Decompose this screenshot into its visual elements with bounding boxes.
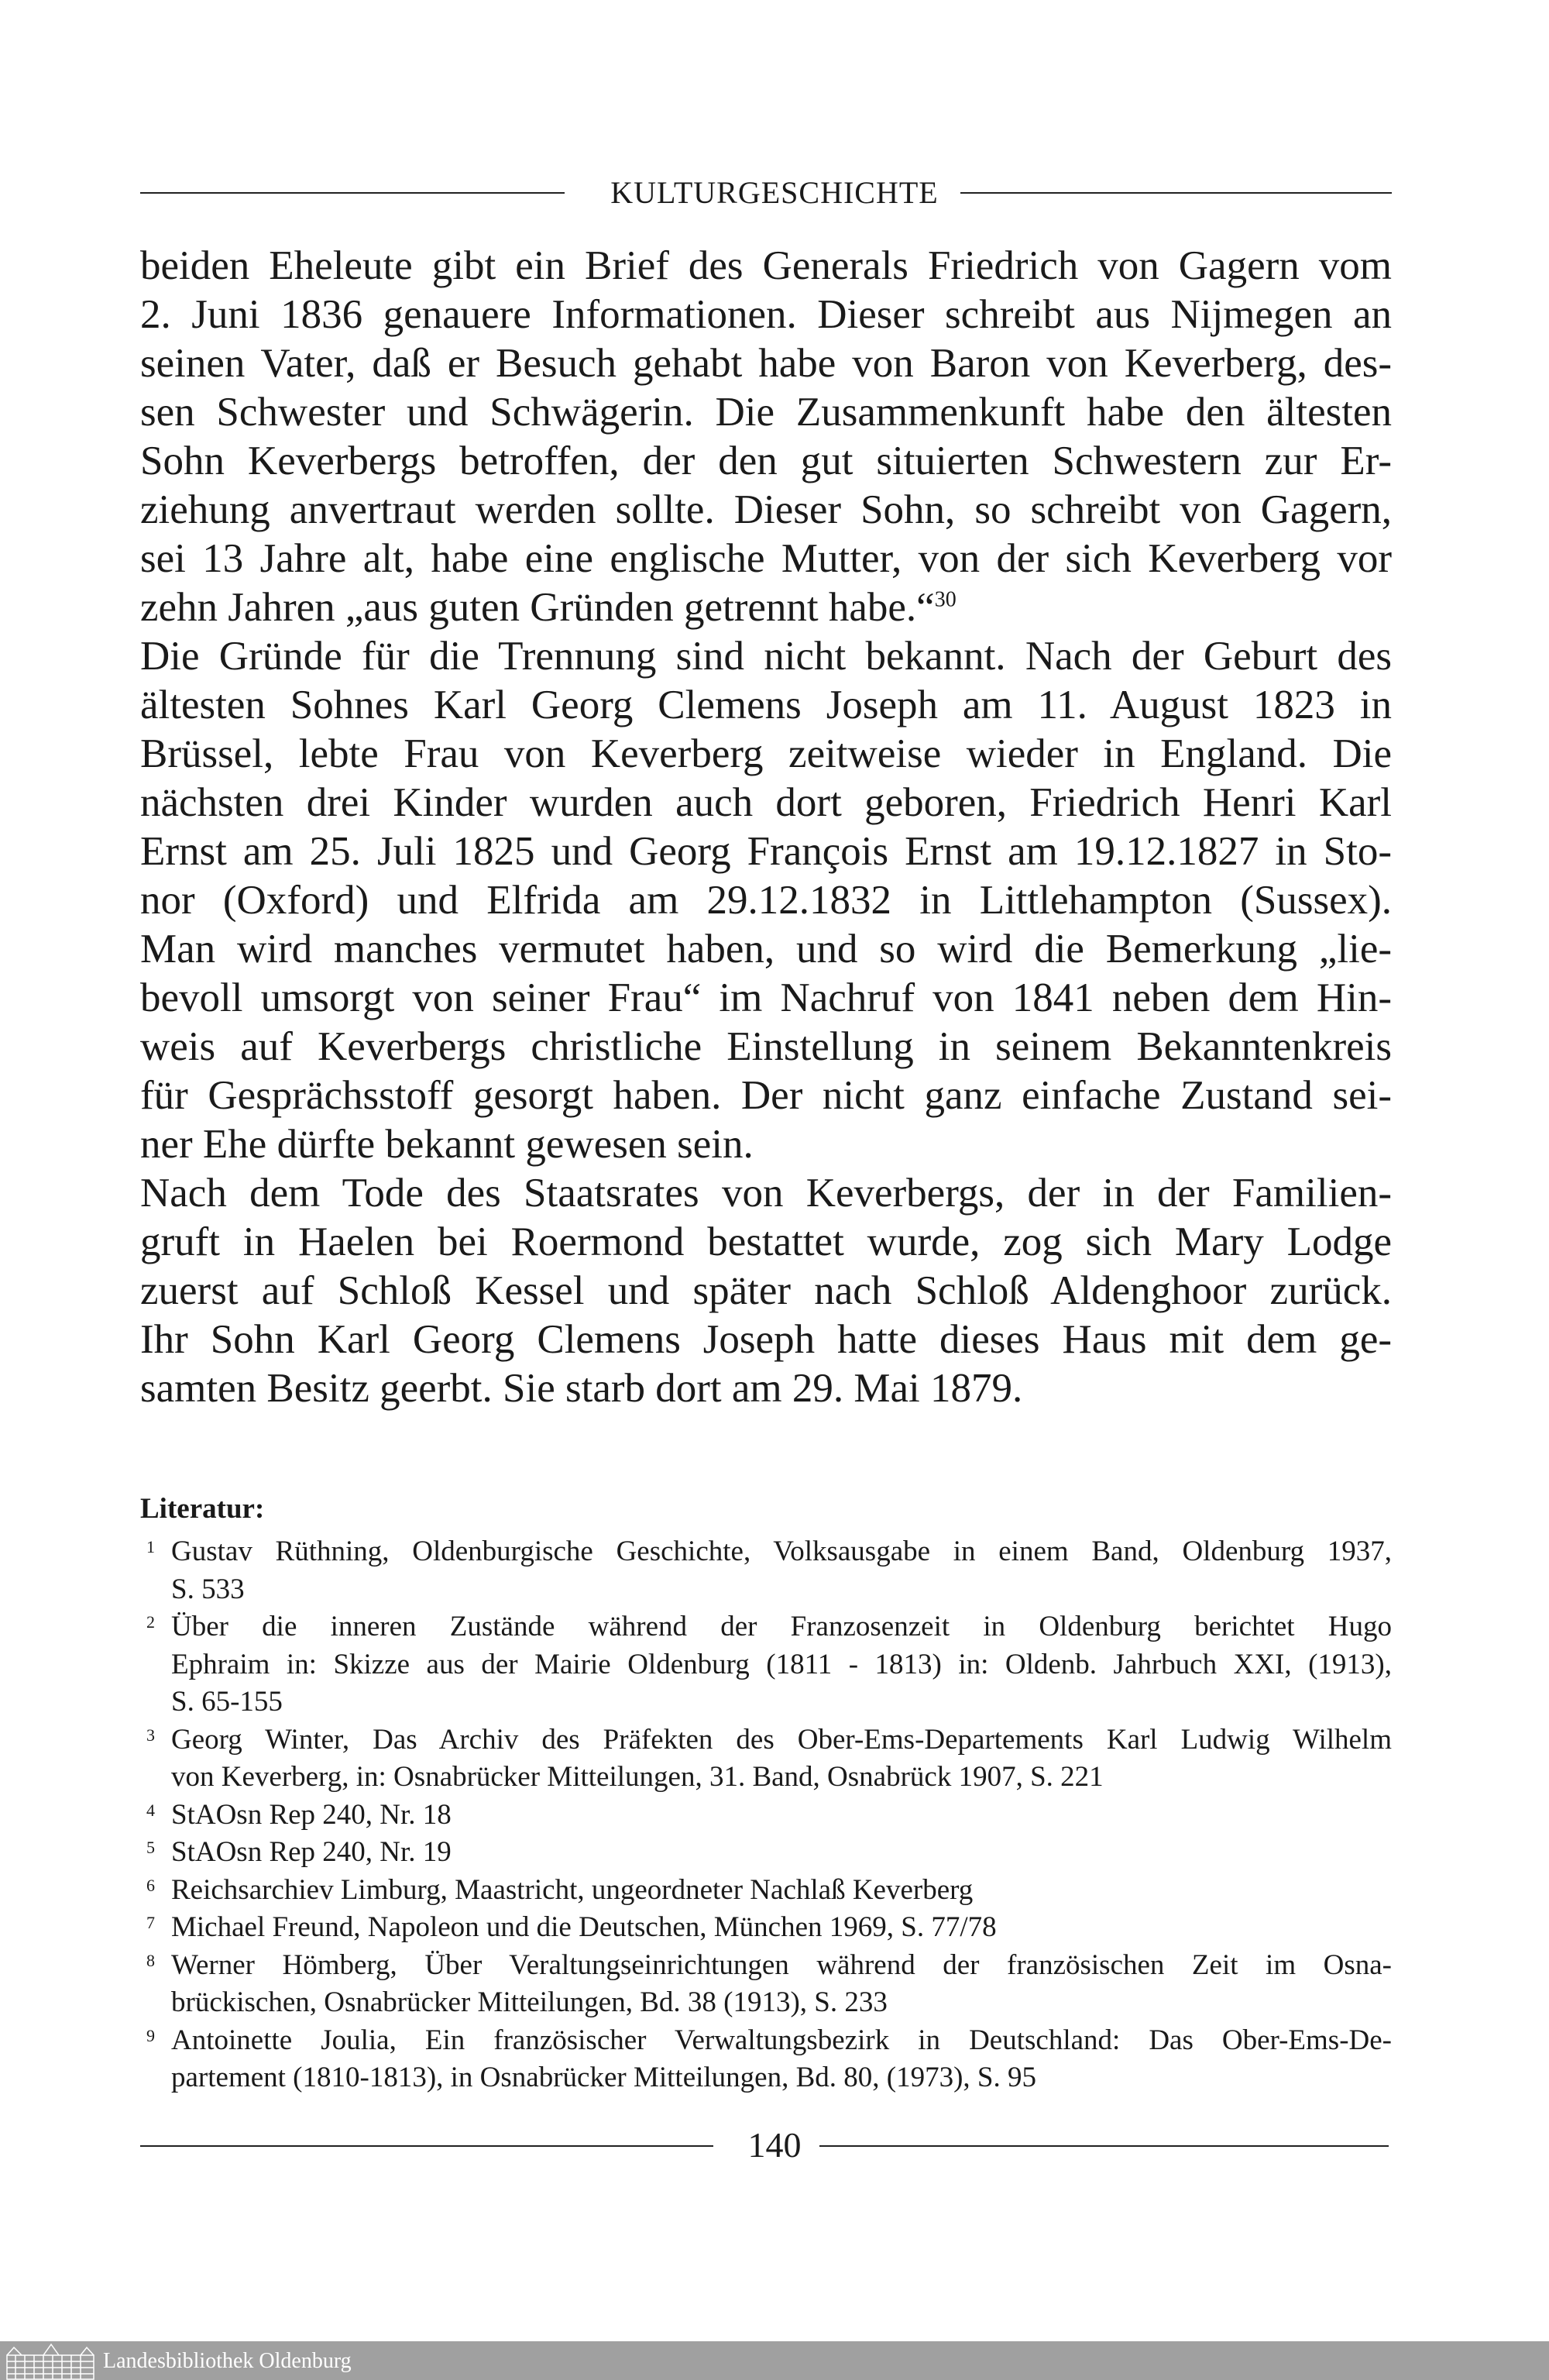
body-line xyxy=(140,1169,1392,1218)
footnote-line: StAOsn Rep 240, Nr. 19 xyxy=(171,1836,452,1868)
footnote-item xyxy=(140,1797,1392,1835)
footnote-line: Georg Winter, Das Archiv des Präfekten des Ober-Ems-Departements Karl Ludwig Wilhelm xyxy=(171,1723,1392,1756)
body-line xyxy=(140,388,1392,437)
body-line-text: für Gesprächsstoff gesorgt haben. Der nicht ganz einfache Zustand sei- xyxy=(140,1073,1392,1118)
body-line xyxy=(140,535,1392,583)
body-line xyxy=(140,1071,1392,1120)
footnote-line: Antoinette Joulia, Ein französischer Verwaltungsbezirk in Deutschland: Das Ober-Ems-De- xyxy=(171,2024,1392,2056)
body-line xyxy=(140,242,1392,291)
footnote-number: 4 xyxy=(146,1800,155,1820)
body-line xyxy=(140,827,1392,876)
footnote-number: 1 xyxy=(146,1537,155,1556)
footnote-line: partement (1810-1813), in Osnabrücker Mitteilungen, Bd. 80, (1973), S. 95 xyxy=(171,2062,1036,2093)
body-line xyxy=(140,339,1392,388)
running-head-title: KULTURGESCHICHTE xyxy=(604,175,944,210)
footnote-number: 3 xyxy=(146,1725,155,1745)
footnote-item xyxy=(140,1834,1392,1872)
body-line-text: Ihr Sohn Karl Georg Clemens Joseph hatte dieses Haus mit dem ge- xyxy=(140,1317,1392,1362)
footnote-line: Ephraim in: Skizze aus der Mairie Oldenburg (1811 - 1813) in: Oldenb. Jahrbuch XXI, (1913), xyxy=(171,1648,1392,1680)
body-line xyxy=(140,974,1392,1023)
footnote-line: S. 533 xyxy=(171,1573,245,1605)
body-line xyxy=(140,1218,1392,1267)
body-line-text: Brüssel, lebte Frau von Keverberg zeitweise wieder in England. Die xyxy=(140,731,1392,776)
body-line xyxy=(140,486,1392,535)
footnotes-list xyxy=(140,1533,1392,2097)
footnote-item xyxy=(140,1947,1392,2022)
footnote-item xyxy=(140,1533,1392,1608)
body-line-text: sen Schwester und Schwägerin. Die Zusammenkunft habe den ältesten xyxy=(140,390,1392,435)
body-line-text: Die Gründe für die Trennung sind nicht bekannt. Nach der Geburt des xyxy=(140,634,1392,679)
body-line-text: zuerst auf Schloß Kessel und später nach Schloß Aldenghoor zurück. xyxy=(140,1268,1392,1313)
body-line-text: Man wird manches vermutet haben, und so wird die Bemerkung „lie- xyxy=(140,927,1392,972)
body-line-text: nor (Oxford) und Elfrida am 29.12.1832 in Littlehampton (Sussex). xyxy=(140,878,1392,923)
footnote-item xyxy=(140,2022,1392,2097)
footnote-line: Gustav Rüthning, Oldenburgische Geschichte, Volksausgabe in einem Band, Oldenburg 1937, xyxy=(171,1536,1392,1567)
body-line xyxy=(140,681,1392,730)
footnote-number: 2 xyxy=(146,1612,155,1632)
body-line-text: nächsten drei Kinder wurden auch dort geboren, Friedrich Henri Karl xyxy=(140,780,1392,825)
body-line xyxy=(140,632,1392,681)
body-line xyxy=(140,583,1392,632)
footnote-reference: 30 xyxy=(934,587,957,612)
footnote-line: Reichsarchiev Limburg, Maastricht, ungeordneter Nachlaß Keverberg xyxy=(171,1873,974,1906)
footnote-number: 5 xyxy=(146,1838,155,1857)
body-line-text: Nach dem Tode des Staatsrates von Keverbergs, der in der Familien- xyxy=(140,1171,1392,1216)
body-line xyxy=(140,1267,1392,1316)
body-line xyxy=(140,876,1392,925)
footnote-item xyxy=(140,1872,1392,1910)
body-line-text: zehn Jahren „aus guten Gründen getrennt habe.“ xyxy=(140,585,935,630)
body-line-text: bevoll umsorgt von seiner Frau“ im Nachruf von 1841 neben dem Hin- xyxy=(140,975,1392,1020)
body-line-text: Sohn Keverbergs betroffen, der den gut situierten Schwestern zur Er- xyxy=(140,439,1392,483)
body-line-text: sei 13 Jahre alt, habe eine englische Mutter, von der sich Keverberg vor xyxy=(140,536,1392,581)
footnote-line: von Keverberg, in: Osnabrücker Mitteilungen, 31. Band, Osnabrück 1907, S. 221 xyxy=(171,1761,1104,1793)
body-line xyxy=(140,1316,1392,1364)
body-line xyxy=(140,730,1392,779)
literature-heading: Literatur: xyxy=(140,1493,265,1525)
footnote-number: 8 xyxy=(146,1950,155,1970)
footer-bar xyxy=(0,2341,1549,2380)
footnote-number: 6 xyxy=(146,1875,155,1895)
body-line-text: Ernst am 25. Juli 1825 und Georg François Ernst am 19.12.1827 in Sto- xyxy=(140,829,1392,874)
footnote-number: 9 xyxy=(146,2025,155,2045)
footnote-line: Werner Hömberg, Über Veraltungseinrichtungen während der französischen Zeit im Osna- xyxy=(171,1948,1392,1981)
body-line xyxy=(140,1364,1392,1413)
footnote-line: Über die inneren Zustände während der Franzosenzeit in Oldenburg berichtet Hugo xyxy=(171,1611,1392,1642)
library-building-logo-icon xyxy=(5,2343,96,2380)
footnote-line: brückischen, Osnabrücker Mitteilungen, Bd. 38 (1913), S. 233 xyxy=(171,1986,888,2018)
library-name: Landesbibliothek Oldenburg xyxy=(103,2349,352,2373)
body-line xyxy=(140,925,1392,974)
body-line-text: gruft in Haelen bei Roermond bestattet wurde, zog sich Mary Lodge xyxy=(140,1219,1392,1264)
running-head xyxy=(0,174,1549,211)
body-line xyxy=(140,1120,1392,1169)
body-line-text: seinen Vater, daß er Besuch gehabt habe von Baron von Keverberg, des- xyxy=(140,341,1392,386)
body-line xyxy=(140,291,1392,339)
page-number: 140 xyxy=(747,2125,802,2165)
footnote-item xyxy=(140,1608,1392,1721)
footnote-number: 7 xyxy=(146,1913,155,1932)
body-line-text: samten Besitz geerbt. Sie starb dort am 29. Mai 1879. xyxy=(140,1366,1023,1411)
footnote-line: S. 65-155 xyxy=(171,1686,283,1718)
body-line-text: weis auf Keverbergs christliche Einstellung in seinem Bekanntenkreis xyxy=(140,1024,1392,1069)
footnote-item xyxy=(140,1721,1392,1797)
body-line-text: ziehung anvertraut werden sollte. Dieser Sohn, so schreibt von Gagern, xyxy=(140,487,1392,532)
footnote-line: Michael Freund, Napoleon und die Deutschen, München 1969, S. 77/78 xyxy=(171,1911,997,1943)
footnote-item xyxy=(140,1909,1392,1947)
body-text xyxy=(140,242,1392,1413)
footnote-line: StAOsn Rep 240, Nr. 18 xyxy=(171,1798,452,1831)
body-line-text: beiden Eheleute gibt ein Brief des Generals Friedrich von Gagern vom xyxy=(140,243,1392,288)
body-line xyxy=(140,437,1392,486)
body-line-text: ner Ehe dürfte bekannt gewesen sein. xyxy=(140,1122,754,1167)
body-line-text: 2. Juni 1836 genauere Informationen. Dieser schreibt aus Nijmegen an xyxy=(140,292,1392,337)
body-line xyxy=(140,1023,1392,1071)
body-line-text: ältesten Sohnes Karl Georg Clemens Joseph am 11. August 1823 in xyxy=(140,683,1392,727)
body-line xyxy=(140,779,1392,827)
